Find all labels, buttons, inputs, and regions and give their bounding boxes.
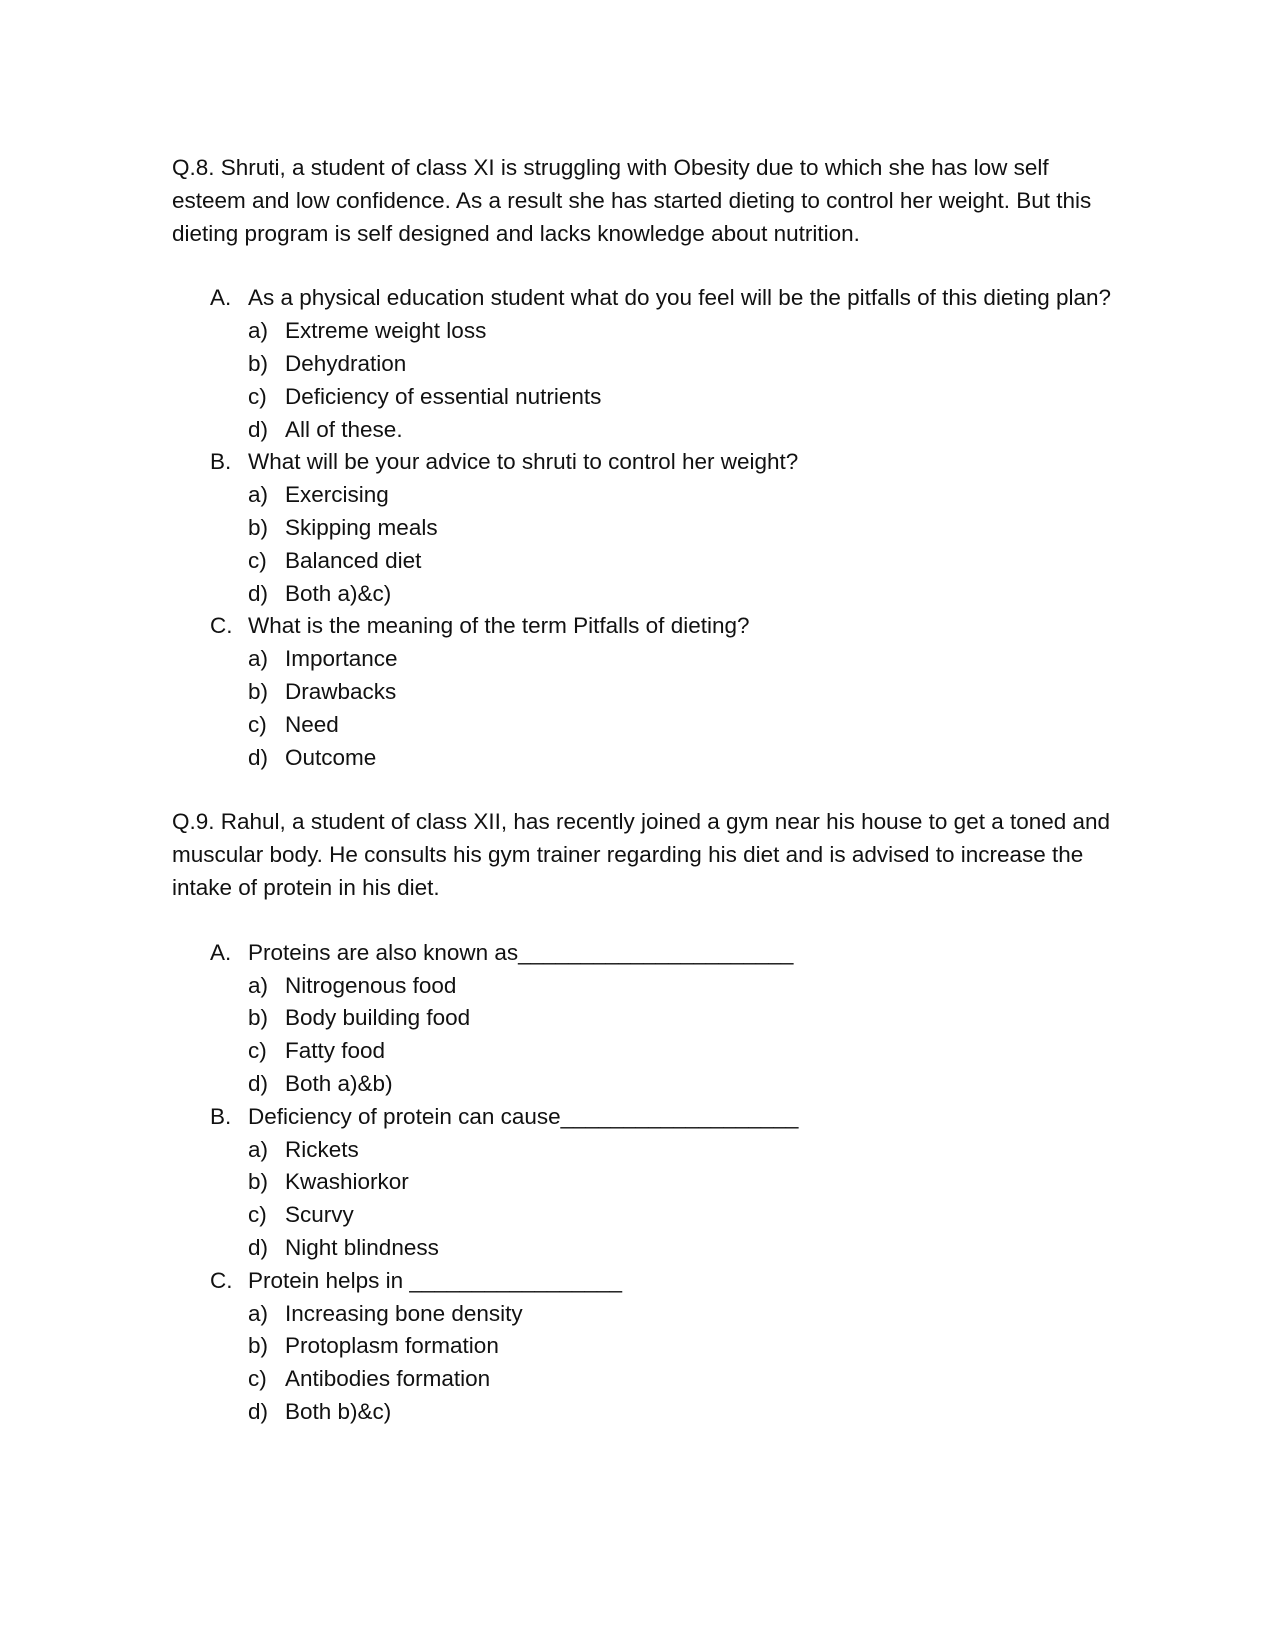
option-letter: c): [248, 711, 267, 737]
option-item: [248, 643, 1122, 676]
subquestion-b: [172, 446, 1122, 610]
subquestion-letter: A.: [210, 939, 232, 965]
option-item: [248, 970, 1122, 1003]
subquestion-letter: C.: [210, 1267, 233, 1293]
option-text: Exercising: [285, 482, 389, 508]
option-letter: d): [248, 1398, 269, 1424]
question-stem: Q.8. Shruti, a student of class XI is struggling with Obesity due to which she has low self esteem and low confidence. As a result she has started dieting to control her weight. But this dieting program is self designed and lacks knowledge about nutrition.: [172, 155, 1092, 246]
option-text: Deficiency of essential nutrients: [285, 383, 602, 409]
option-letter: a): [248, 646, 269, 672]
option-item: [248, 512, 1122, 545]
option-list: [248, 479, 1122, 610]
option-text: Both b)&c): [285, 1398, 392, 1424]
option-letter: c): [248, 547, 267, 573]
subquestion-letter: A.: [210, 285, 232, 311]
option-item: [248, 1232, 1122, 1265]
subquestion-letter: B.: [210, 1103, 232, 1129]
option-list: [248, 315, 1122, 446]
subquestion-text: Deficiency of protein can cause___________________: [248, 1103, 799, 1129]
subquestion-c: [172, 610, 1122, 774]
option-letter: d): [248, 1070, 269, 1096]
option-item: [248, 1330, 1122, 1363]
subquestion-c: [172, 1265, 1122, 1429]
option-letter: d): [248, 416, 269, 442]
option-item: [248, 381, 1122, 414]
option-letter: d): [248, 1234, 269, 1260]
option-item: [248, 414, 1122, 447]
subquestion-text: Proteins are also known as______________________: [248, 939, 794, 965]
option-text: Drawbacks: [285, 678, 397, 704]
subquestion-list: [172, 937, 1122, 1429]
option-letter: a): [248, 1136, 269, 1162]
option-text: Importance: [285, 646, 398, 672]
subquestion-text: Protein helps in _________________: [248, 1267, 623, 1293]
subquestion-a: [172, 937, 1122, 1101]
option-letter: b): [248, 1005, 269, 1031]
option-letter: b): [248, 514, 269, 540]
subquestion-letter: B.: [210, 449, 232, 475]
option-letter: d): [248, 580, 269, 606]
option-text: Rickets: [285, 1136, 359, 1162]
option-letter: b): [248, 1169, 269, 1195]
option-letter: a): [248, 318, 269, 344]
option-item: [248, 479, 1122, 512]
option-item: [248, 1396, 1122, 1429]
option-letter: c): [248, 1202, 267, 1228]
subquestion-letter: C.: [210, 613, 233, 639]
option-item: [248, 1199, 1122, 1232]
option-text: Outcome: [285, 744, 377, 770]
option-letter: d): [248, 744, 269, 770]
option-text: Fatty food: [285, 1038, 386, 1064]
option-text: Dehydration: [285, 350, 407, 376]
option-item: [248, 1035, 1122, 1068]
option-text: Increasing bone density: [285, 1300, 523, 1326]
option-letter: c): [248, 1366, 267, 1392]
option-item: [248, 1363, 1122, 1396]
option-text: All of these.: [285, 416, 403, 442]
option-item: [248, 1002, 1122, 1035]
option-item: [248, 315, 1122, 348]
option-item: [248, 709, 1122, 742]
option-text: Kwashiorkor: [285, 1169, 409, 1195]
option-text: Body building food: [285, 1005, 471, 1031]
worksheet-page: [172, 152, 1122, 1429]
option-text: Scurvy: [285, 1202, 354, 1228]
option-item: [248, 545, 1122, 578]
option-text: Both a)&c): [285, 580, 392, 606]
option-text: Both a)&b): [285, 1070, 393, 1096]
option-letter: a): [248, 1300, 269, 1326]
subquestion-list: [172, 282, 1122, 774]
option-list: [248, 1298, 1122, 1429]
option-item: [248, 1166, 1122, 1199]
option-list: [248, 643, 1122, 774]
option-letter: b): [248, 1333, 269, 1359]
option-item: [248, 1134, 1122, 1167]
option-letter: b): [248, 678, 269, 704]
option-item: [248, 1068, 1122, 1101]
option-item: [248, 578, 1122, 611]
option-text: Night blindness: [285, 1234, 439, 1260]
option-letter: c): [248, 1038, 267, 1064]
subquestion-text: What will be your advice to shruti to control her weight?: [248, 449, 799, 475]
option-letter: a): [248, 482, 269, 508]
subquestion-a: [172, 282, 1122, 446]
option-list: [248, 970, 1122, 1101]
option-item: [248, 348, 1122, 381]
option-text: Nitrogenous food: [285, 972, 457, 998]
option-letter: b): [248, 350, 269, 376]
question-q8: [172, 152, 1122, 774]
subquestion-text: What is the meaning of the term Pitfalls of dieting?: [248, 613, 750, 639]
option-item: [248, 742, 1122, 775]
subquestion-b: [172, 1101, 1122, 1265]
subquestion-text: As a physical education student what do you feel will be the pitfalls of this dieting plan?: [248, 285, 1112, 311]
option-text: Antibodies formation: [285, 1366, 491, 1392]
option-item: [248, 676, 1122, 709]
option-letter: c): [248, 383, 267, 409]
option-text: Protoplasm formation: [285, 1333, 499, 1359]
option-text: Balanced diet: [285, 547, 422, 573]
option-text: Need: [285, 711, 339, 737]
option-item: [248, 1298, 1122, 1331]
option-text: Skipping meals: [285, 514, 438, 540]
option-list: [248, 1134, 1122, 1265]
question-stem: Q.9. Rahul, a student of class XII, has recently joined a gym near his house to get a toned and muscular body. He consults his gym trainer regarding his diet and is advised to increase the intake of protein in his diet.: [172, 809, 1111, 900]
question-q9: [172, 806, 1122, 1428]
option-letter: a): [248, 972, 269, 998]
option-text: Extreme weight loss: [285, 318, 487, 344]
